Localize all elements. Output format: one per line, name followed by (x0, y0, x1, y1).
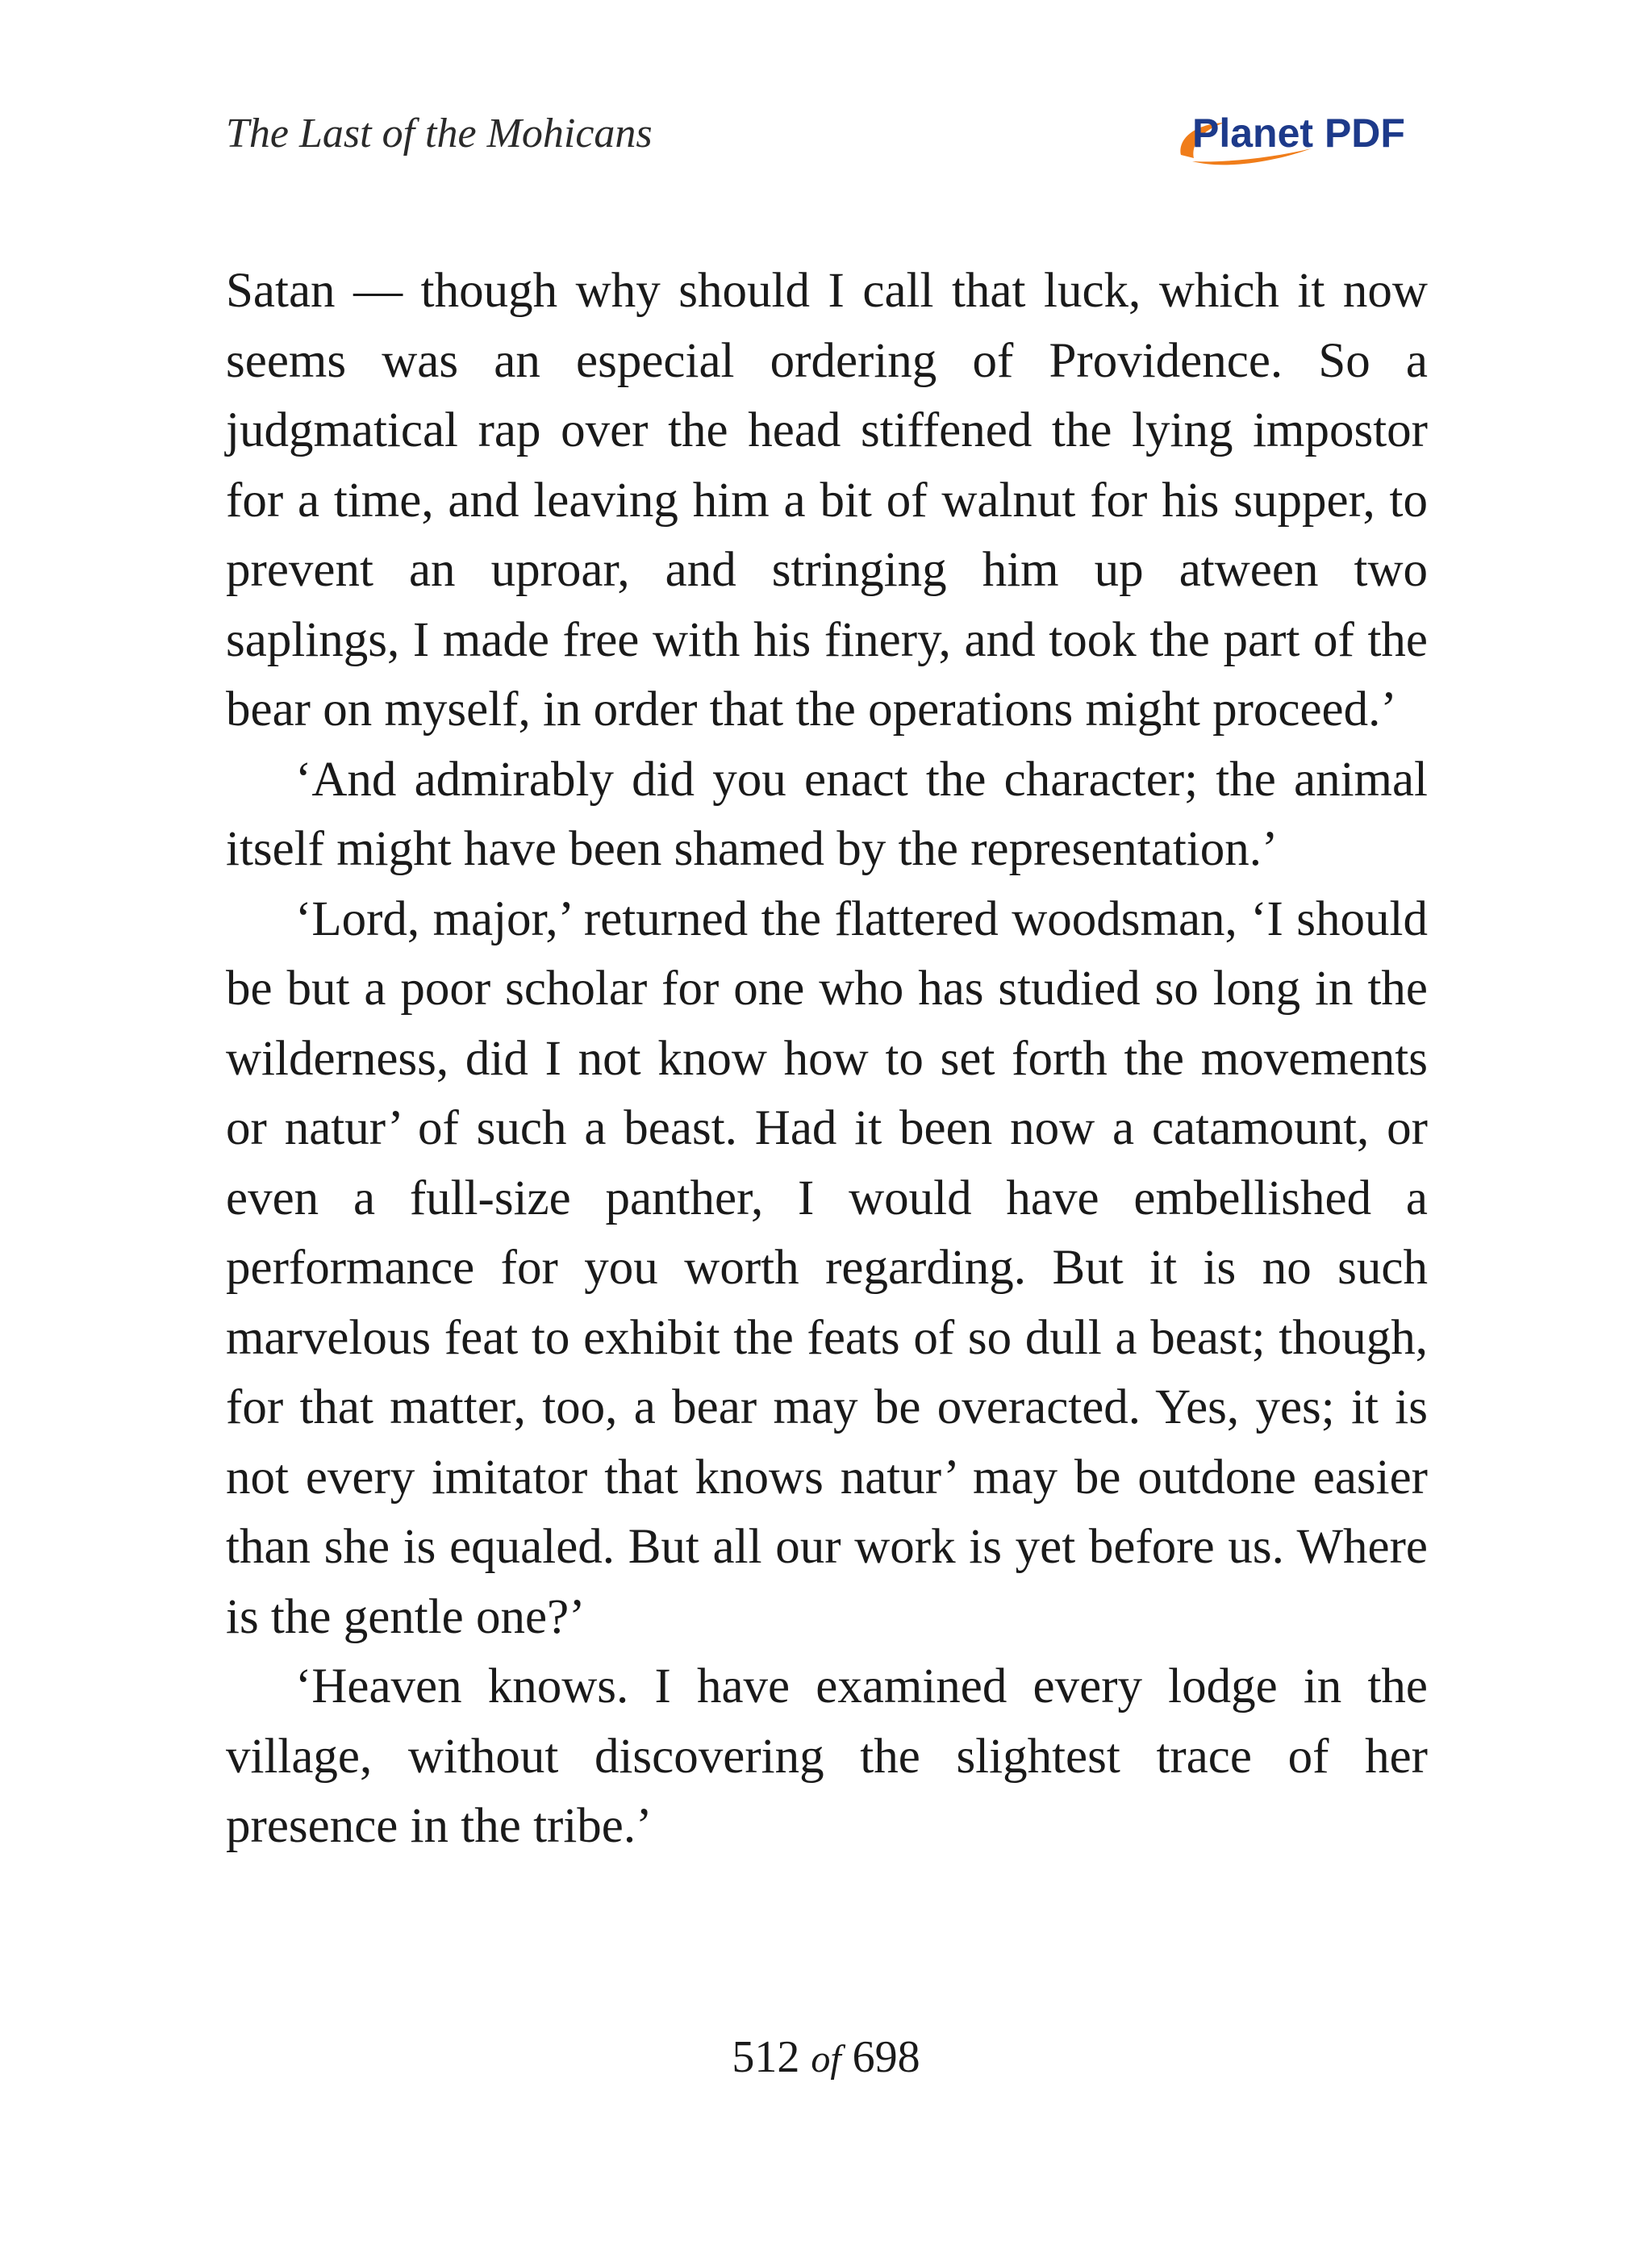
planet-pdf-logo (1174, 105, 1425, 169)
page-header (226, 105, 1425, 169)
total-pages: 698 (852, 2032, 920, 2082)
page-number-footer (0, 2031, 1652, 2083)
paragraph: ‘And admirably did you enact the character; the animal itself might have been shamed by the representation.’ (226, 752, 1428, 876)
paragraph: ‘Heaven knows. I have examined every lodge in the village, without discovering the slightest trace of her presence in the tribe.’ (226, 1659, 1428, 1853)
page-of-label: of (811, 2038, 841, 2081)
paragraph: ‘Lord, major,’ returned the flattered woodsman, ‘I should be but a poor scholar for one who has studied so long in the wilderness, did I not know how to set forth the movements or natur’ of such a beast. Had it been now a catamount, or even a full-size panther, I would have embellished a performance for you worth regarding. But it is no such marvelous feat to exhibit the feats of so dull a beast; though, for that matter, too, a bear may be overacted. Yes, yes; it is not every imitator that knows natur’ may be outdone easier than she is equaled. But all our work is yet before us. Where is the gentle one?’ (226, 891, 1428, 1644)
paragraph: Satan — though why should I call that luck, which it now seems was an especial ordering of Providence. So a judgmatical rap over the head stiffened the lying impostor for a time, and leaving him a bit of walnut for his supper, to prevent an uproar, and stringing him up atween two saplings, I made free with his finery, and took the part of the bear on myself, in order that the operations might proceed.’ (226, 264, 1428, 737)
book-title: The Last of the Mohicans (226, 111, 653, 157)
current-page-number: 512 (732, 2032, 800, 2082)
page-body (226, 257, 1428, 1862)
logo-text: Planet PDF (1192, 111, 1405, 156)
